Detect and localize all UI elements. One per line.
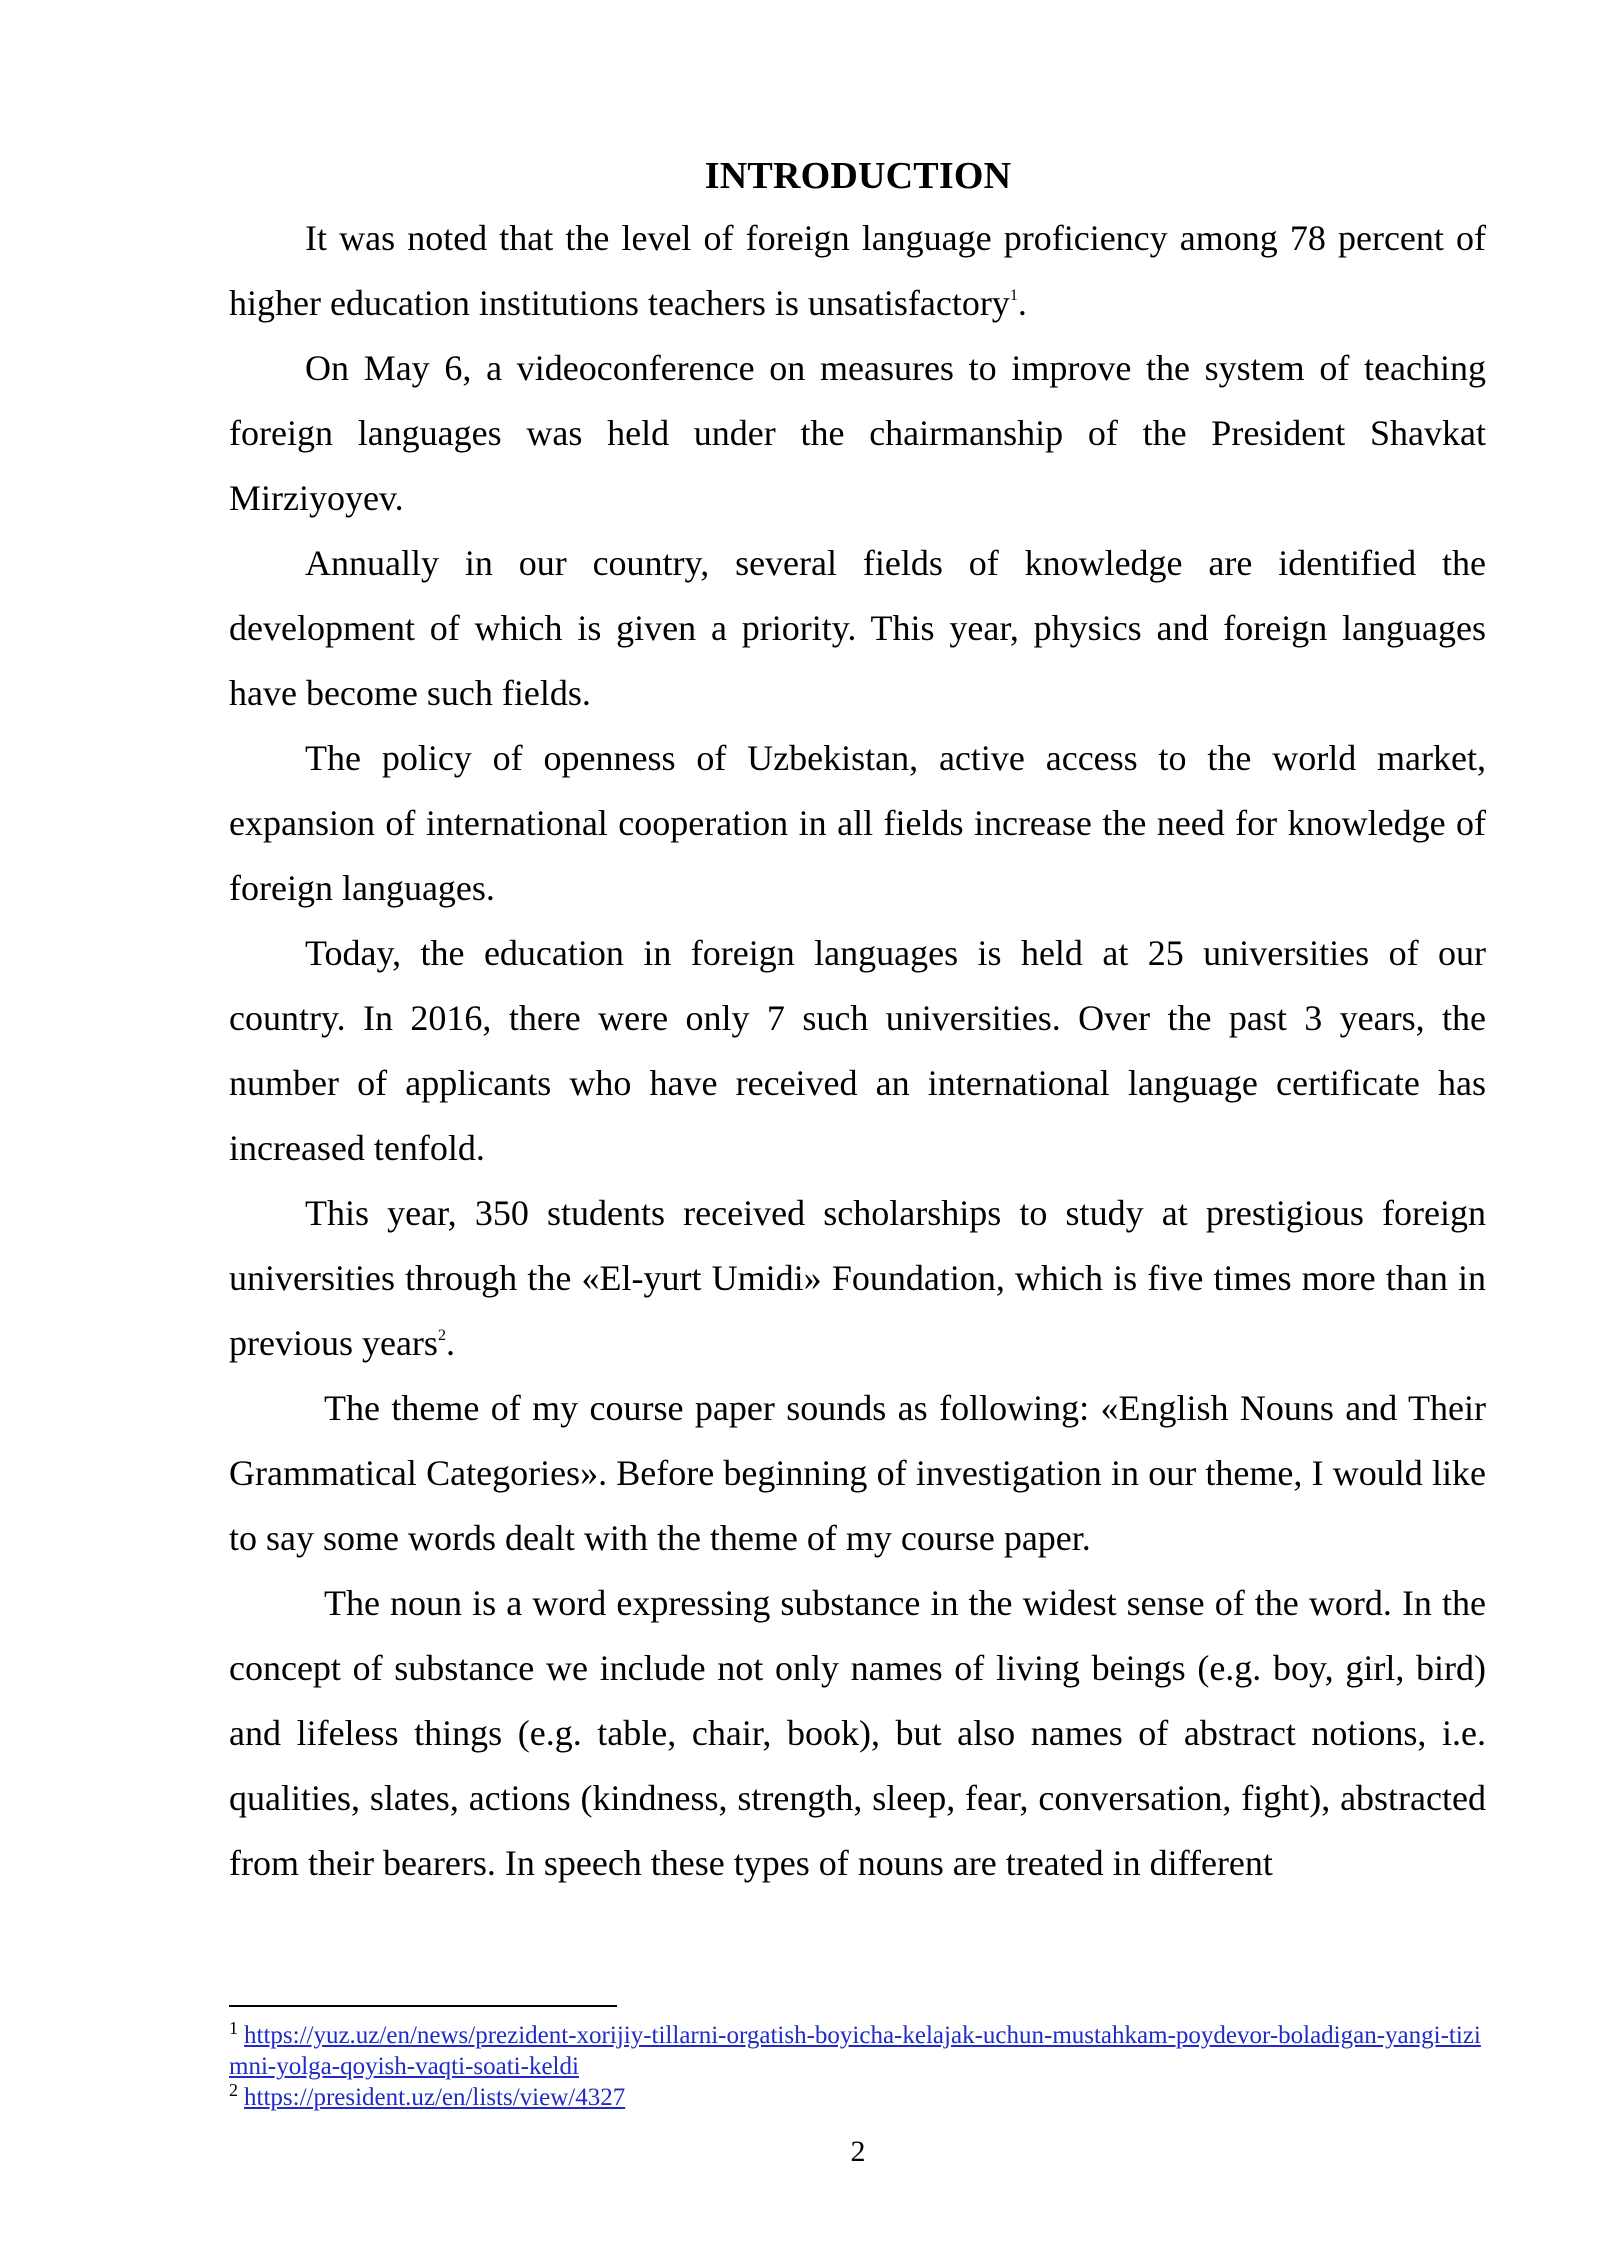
- paragraph-8: [229, 1571, 1486, 1896]
- paragraph-end: .: [445, 1323, 455, 1363]
- paragraph-text: The noun is a word expressing substance in the widest sense of the word. In the concept of substance we include not only names of living beings (e.g. boy, girl, bird) and lifeless things (e.g. table, chair, book), but also names of abstract notions, i.e. qualities, slates, actions (kindness, strength, sleep, fear, conversation, fight), abstracted from their bearers. In speech these types of nouns are treated in different: [229, 1583, 1486, 1883]
- footnotes: [229, 2017, 1486, 2113]
- paragraph-7: [229, 1376, 1486, 1571]
- footnote-number: 1: [229, 2017, 238, 2038]
- page-number: 2: [850, 2135, 866, 2168]
- footnote-2: [229, 2079, 1486, 2113]
- paragraph-text: On May 6, a videoconference on measures to improve the system of teaching foreign languages was held under the chairmanship of the President Shavkat Mirziyoyev.: [229, 348, 1486, 518]
- paragraph-6: [229, 1181, 1486, 1376]
- paragraph-text: Annually in our country, several fields of knowledge are identified the development of which is given a priority. This year, physics and foreign languages have become such fields.: [229, 543, 1486, 713]
- footnote-link[interactable]: https://president.uz/en/lists/view/4327: [244, 2084, 626, 2111]
- paragraph-4: [229, 726, 1486, 921]
- paragraph-2: [229, 336, 1486, 531]
- paragraph-text: This year, 350 students received scholarships to study at prestigious foreign universities through the «El-yurt Umidi» Foundation, which is five times more than in previous years: [229, 1193, 1486, 1363]
- footnote-1: [229, 2017, 1486, 2082]
- section-heading: INTRODUCTION: [704, 155, 1012, 197]
- paragraph-text: The policy of openness of Uzbekistan, active access to the world market, expansion of international cooperation in all fields increase the need for knowledge of foreign languages.: [229, 738, 1486, 908]
- paragraph-3: [229, 531, 1486, 726]
- paragraph-text: Today, the education in foreign languages is held at 25 universities of our country. In 2016, there were only 7 such universities. Over the past 3 years, the number of applicants who have received an international language certificate has increased tenfold.: [229, 933, 1486, 1168]
- footnote-link[interactable]: https://yuz.uz/en/news/prezident-xorijiy-tillarni-orgatish-boyicha-kelajak-uchun-mustahkam-poydevor-boladigan-yangi-tizimni-yolga-qoyish-vaqti-soati-keldi: [229, 2022, 1481, 2080]
- paragraph-end: .: [1017, 283, 1027, 323]
- paragraph-text: The theme of my course paper sounds as following: «English Nouns and Their Grammatical Categories». Before beginning of investigation in our theme, I would like to say some words dealt with the theme of my course paper.: [229, 1388, 1486, 1558]
- body-text: [229, 206, 1486, 1896]
- footnote-reference[interactable]: 1: [1009, 287, 1018, 304]
- paragraph-1: [229, 206, 1486, 336]
- footnote-separator: [229, 2005, 617, 2007]
- paragraph-text: It was noted that the level of foreign language proficiency among 78 percent of higher education institutions teachers is unsatisfactory: [229, 218, 1486, 323]
- footnote-number: 2: [229, 2079, 238, 2100]
- paragraph-5: [229, 921, 1486, 1181]
- footnote-reference[interactable]: 2: [437, 1327, 446, 1344]
